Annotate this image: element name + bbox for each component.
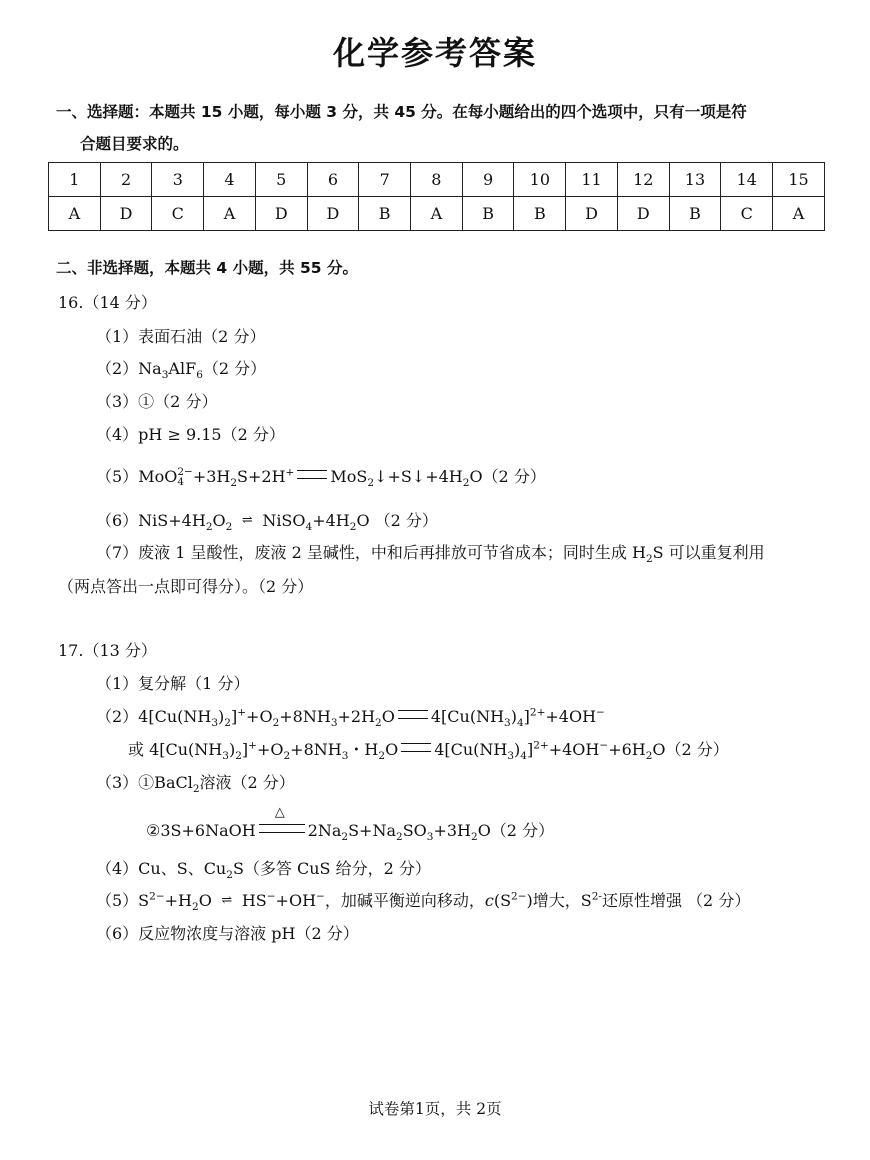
q16-answer-5: （5）MoO 2− 4 $+3H_2S+2H^+$ $MoS_2↓+S↓+4H_2O(2$ 分） <box>96 466 546 490</box>
page-title: 化学参考答案 <box>332 34 537 72</box>
answer-cell: A <box>49 197 101 231</box>
answer-cell: A <box>411 197 463 231</box>
reversible-arrow-icon: ⇌ <box>241 513 253 528</box>
question-number-cell: 13 <box>669 163 721 197</box>
question-number-cell: 10 <box>514 163 566 197</box>
page-footer: 试卷第1页，共 2页 <box>368 1100 502 1118</box>
q16-answer-7-line1: （7）废液 1 呈酸性，废液 2 呈碱性，中和后再排放可节省成本；同时生成 $H_2S$ 可以重复利用 <box>96 543 765 566</box>
q17-answer-2: $(2)4[Cu(NH_3)_2]^++O_2+8NH_3+2H_2O$ $4[Cu(NH_3)_4]^{2+}+4OH^-$ <box>96 706 605 730</box>
q17-answer-5: $(5)S^{2-}+H_2O$ ⇌ HS−+OH−，加碱平衡逆向移动，$c(S^{2-})$增大，$S^{2-}$还原性增强 （2 分） <box>96 890 751 914</box>
q16-answer-3: （3）①（2 分） <box>96 392 218 411</box>
q16-answer-4: （4）pH ≥ 9.15（2 分） <box>96 425 285 444</box>
question-number-cell: 4 <box>204 163 256 197</box>
heat-triangle-icon: △ <box>274 805 285 820</box>
answer-table-number-row <box>49 163 825 197</box>
answer-cell: D <box>100 197 152 231</box>
answer-cell: D <box>566 197 618 231</box>
q16-answer-2: $(2)Na_3AlF_6(2$ 分） <box>96 359 267 382</box>
question-number-cell: 2 <box>100 163 152 197</box>
section2-heading: 二、非选择题，本题共 4 小题，共 55 分。 <box>56 259 358 277</box>
answer-cell: D <box>307 197 359 231</box>
answer-cell: D <box>255 197 307 231</box>
answer-cell: A <box>204 197 256 231</box>
question-number-cell: 3 <box>152 163 204 197</box>
answer-cell: B <box>359 197 411 231</box>
reversible-arrow-icon: ⇌ <box>221 893 233 908</box>
section1-heading-line2: 合题目要求的。 <box>80 135 189 153</box>
question-number-cell: 5 <box>255 163 307 197</box>
q16-answer-6: $(6)NiS+4H_2O_2$ ⇌ $NiSO_4+4H_2O$ （2 分） <box>96 511 438 534</box>
answer-cell: B <box>514 197 566 231</box>
answer-cell: B <box>462 197 514 231</box>
q17-answer-3-part2: ②3S+6NaOH △ $2Na_2S+Na_2SO_3+3H_2O(2$ 分） <box>146 805 555 844</box>
heating-equals-sign <box>259 805 305 833</box>
q17-answer-1: （1）复分解（1 分） <box>96 674 250 693</box>
equals-sign <box>401 743 431 752</box>
answer-cell: D <box>617 197 669 231</box>
q17-answer-4: （4）Cu、S、$Cu_2S$（多答 CuS 给分，2 分） <box>96 859 431 882</box>
equals-sign <box>398 710 428 719</box>
equals-sign <box>297 470 327 479</box>
question-number-cell: 1 <box>49 163 101 197</box>
answer-cell: C <box>152 197 204 231</box>
answer-table <box>48 162 825 231</box>
question-number-cell: 12 <box>617 163 669 197</box>
answer-table-answer-row <box>49 197 825 231</box>
question-number-cell: 11 <box>566 163 618 197</box>
question-number-cell: 15 <box>773 163 825 197</box>
question-number-cell: 7 <box>359 163 411 197</box>
q17-answer-2-alternative: 或 $4[Cu(NH_3)_2]^++O_2+8NH_3$・$H_2O$ $4[Cu(NH_3)_4]^{2+}+4OH^-+6H_2O(2$ 分） <box>128 739 729 763</box>
q16-answer-7-line2: （两点答出一点即可得分）。（2 分） <box>58 577 314 596</box>
q17-answer-3: （3）①BaCl$_2$溶液（2 分） <box>96 773 295 796</box>
answer-cell: A <box>773 197 825 231</box>
section1-heading <box>56 96 826 160</box>
answer-cell: B <box>669 197 721 231</box>
q16-answer-1: （1）表面石油（2 分） <box>96 327 266 346</box>
question-number-cell: 8 <box>411 163 463 197</box>
question-number-cell: 6 <box>307 163 359 197</box>
section1-heading-line1: 一、选择题：本题共 15 小题，每小题 3 分，共 45 分。在每小题给出的四个选项中，只有一项是符 <box>56 103 747 121</box>
q16-header: 16.（14 分） <box>58 293 157 312</box>
question-number-cell: 9 <box>462 163 514 197</box>
answer-cell: C <box>721 197 773 231</box>
q17-answer-6: （6）反应物浓度与溶液 pH（2 分） <box>96 924 359 943</box>
q17-header: 17.（13 分） <box>58 641 157 660</box>
question-number-cell: 14 <box>721 163 773 197</box>
